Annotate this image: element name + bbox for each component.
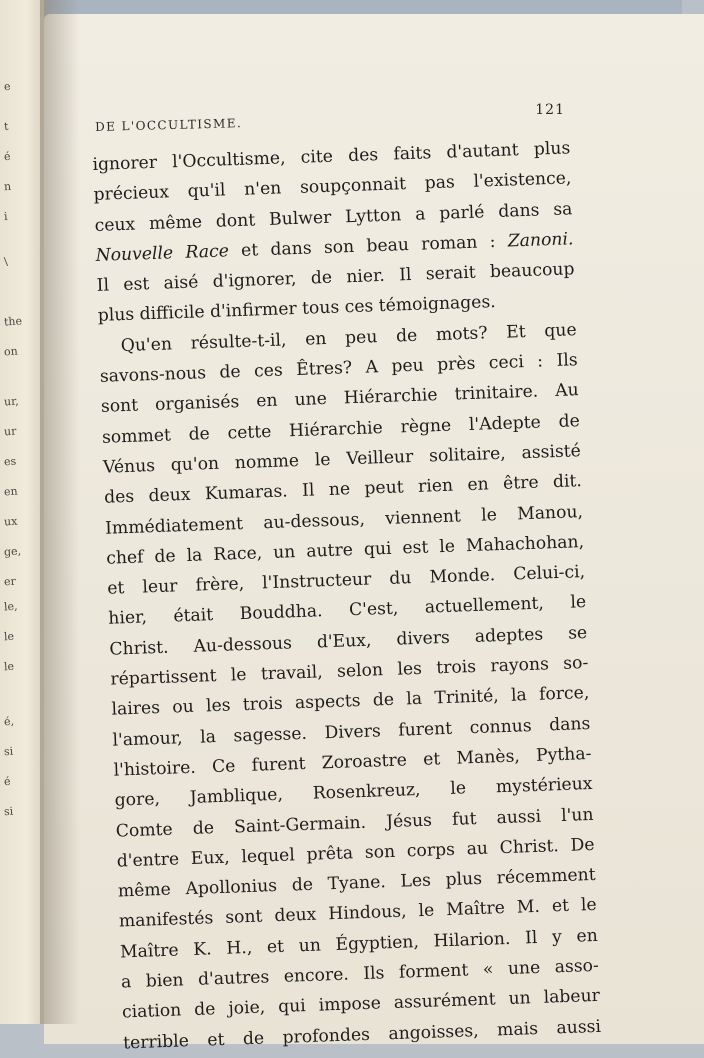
left-page-fragment: si [3, 804, 14, 819]
left-page-fragment: si [3, 744, 14, 759]
left-page-fragment: ur, [3, 394, 20, 409]
text-line: plus difficile d'infirmer tous ces témoignages. [97, 292, 497, 327]
text-line: et leur frère, l'Instructeur du Monde. Celui-ci, [106, 562, 586, 599]
left-page-edge [0, 0, 45, 1024]
left-page-fragment: on [3, 344, 19, 359]
left-page-fragment: en [3, 484, 19, 499]
left-page-fragment: \ [3, 254, 9, 269]
left-page-fragment: é [3, 774, 11, 789]
text-line: savons-nous de ces Êtres? A peu près ceci : Ils [99, 350, 578, 387]
text-line: manifestés sont deux Hindous, le Maître M. et le [118, 895, 598, 932]
text-line: laires ou les trois aspects de la Trinité, la force, [111, 683, 590, 720]
page-header [95, 100, 565, 134]
left-page-fragment: le [3, 659, 15, 674]
gutter-shadow [40, 0, 80, 1024]
text-line: Il est aisé d'ignorer, de nier. Il serait beaucoup [96, 259, 575, 297]
paragraph-2 [98, 313, 663, 1058]
text-line: terrible et de profondes angoisses, mais aussi [122, 1016, 602, 1054]
left-page-fragment: i [3, 209, 8, 224]
left-page-fragment: er [3, 574, 17, 589]
text-line: ciation de joie, qui impose assurément un labeur [121, 986, 601, 1023]
text-line: Immédiatement au-dessous, viennent le Manou, [104, 501, 584, 539]
book-title-nouvelle-race: Nouvelle Race [95, 241, 230, 266]
book-title-zanoni: Zanoni. [507, 229, 574, 252]
page-number: 121 [535, 102, 565, 118]
text-line: précieux qu'il n'en soupçonnait pas l'existence, [93, 168, 572, 206]
text-line: Christ. Au-dessous d'Eux, divers adeptes se [109, 622, 588, 660]
left-page-fragment: n [3, 179, 12, 194]
left-page-fragment: le, [3, 599, 18, 614]
left-page-fragment: ge, [3, 544, 22, 559]
text-line: Comte de Saint-Germain. Jésus fut aussi l'un [115, 804, 594, 842]
left-page-fragment: ur [3, 424, 17, 439]
text-line: sont organisés en une Hiérarchie trinitaire. Au [100, 380, 580, 418]
left-page-fragment: le [3, 629, 15, 644]
left-page-fragment: ux [3, 514, 18, 529]
text-line: Vénus qu'on nomme le Veilleur solitaire, assisté [102, 441, 582, 478]
text-line: l'histoire. Ce furent Zoroastre et Manès, Pytha- [113, 743, 592, 781]
running-head: DE L'OCCULTISME. [95, 116, 243, 134]
text-line: hier, était Bouddha. C'est, actuellement, le [108, 592, 587, 630]
left-page-fragment: é, [3, 714, 15, 729]
text-line: l'amour, la sagesse. Divers furent connus dans [112, 713, 591, 751]
text-line: répartissent le travail, selon les trois rayons so- [110, 653, 589, 690]
text-line: ceux même dont Bulwer Lytton a parlé dans sa [94, 198, 573, 236]
text-line: des deux Kumaras. Il ne peut rien en être dit. [103, 471, 583, 509]
text-line: Qu'en résulte-t-il, en peu de mots? Et que [120, 319, 577, 356]
left-page-fragment: é [3, 149, 11, 164]
text-fragment: et dans son beau roman : [228, 231, 509, 262]
paragraph-1 [92, 131, 638, 332]
text-line: chef de la Race, un autre qui est le Mahachohan, [105, 531, 585, 569]
left-page-fragment: the [3, 314, 23, 329]
text-line: même Apollonius de Tyane. Les plus récemment [117, 864, 596, 902]
text-line: a bien d'autres encore. Ils forment « une asso- [120, 955, 600, 993]
text-line: d'entre Eux, lequel prêta son corps au Christ. De [116, 834, 595, 872]
body-text [92, 131, 663, 1058]
text-line: Maître K. H., et un Égyptien, Hilarion. Il y en [119, 925, 599, 963]
left-page-fragment: es [3, 454, 17, 469]
text-line: sommet de cette Hiérarchie règne l'Adepte de [101, 410, 581, 448]
left-page-fragment: t [3, 119, 9, 134]
text-line: gore, Jamblique, Rosenkreuz, le mystérieux [114, 774, 593, 811]
left-page-fragment: e [3, 79, 11, 94]
text-line: ignorer l'Occultisme, cite des faits d'autant plus [92, 138, 571, 175]
